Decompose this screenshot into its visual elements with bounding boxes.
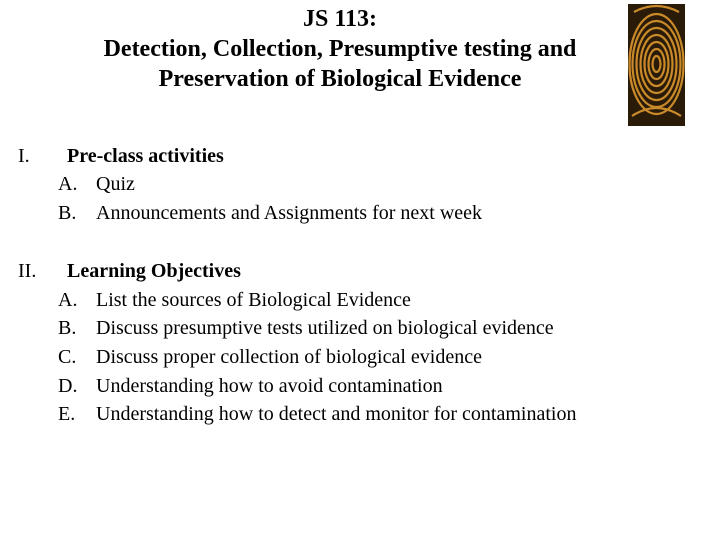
list-item <box>58 172 135 196</box>
section-2-numeral: II. <box>18 260 37 282</box>
list-item-text: Understanding how to avoid contamination <box>96 375 443 397</box>
title-line-1: JS 113: <box>302 6 377 32</box>
list-item <box>58 201 482 225</box>
list-item-letter: B. <box>58 202 77 224</box>
section-1-numeral: I. <box>18 145 30 167</box>
list-item-text: Discuss presumptive tests utilized on biological evidence <box>96 317 554 339</box>
list-item-text: Understanding how to detect and monitor for contamination <box>96 403 577 425</box>
list-item-letter: A. <box>58 173 78 195</box>
list-item <box>58 402 576 426</box>
title-line-2: Detection, Collection, Presumptive testing and <box>103 36 577 62</box>
list-item-letter: E. <box>58 403 76 425</box>
list-item-letter: D. <box>58 375 78 397</box>
section-1-heading: Pre-class activities <box>67 145 224 167</box>
section-2-heading: Learning Objectives <box>67 260 241 282</box>
slide-title <box>40 4 640 94</box>
list-item-letter: C. <box>58 346 77 368</box>
fingerprint-icon <box>628 4 685 126</box>
list-item-text: Quiz <box>96 173 135 195</box>
list-item-text: List the sources of Biological Evidence <box>96 289 411 311</box>
list-item <box>58 374 443 398</box>
list-item-text: Discuss proper collection of biological evidence <box>96 346 482 368</box>
list-item-letter: A. <box>58 289 78 311</box>
list-item-text: Announcements and Assignments for next week <box>96 202 483 224</box>
list-item <box>58 316 554 340</box>
list-item <box>58 288 411 312</box>
title-line-3: Preservation of Biological Evidence <box>158 66 522 92</box>
list-item <box>58 345 482 369</box>
list-item-letter: B. <box>58 317 77 339</box>
